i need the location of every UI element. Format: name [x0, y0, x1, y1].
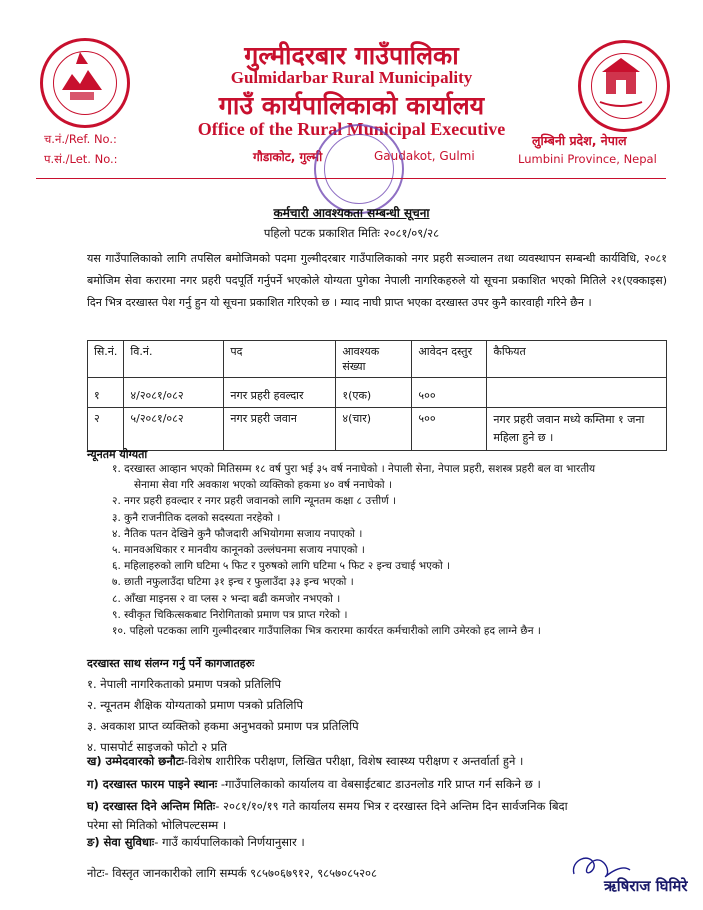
notice-title: कर्मचारी आवश्यकता सम्बन्धी सूचना: [273, 206, 430, 220]
documents-heading: दरखास्त साथ संलग्न गर्नु पर्ने कागजातहरुः: [87, 657, 255, 670]
col-remarks: कैफियत: [487, 341, 667, 378]
list-item: ३. अवकाश प्राप्त व्यक्तिको हकमा अनुभवको प्रमाण पत्र प्रतिलिपि: [87, 719, 359, 733]
list-item: १. नेपाली नागरिकताको प्रमाण पत्रको प्रतिलिपि: [87, 677, 282, 691]
ref-no-label: च.नं./Ref. No.:: [44, 132, 117, 146]
section-nga: [87, 835, 305, 850]
let-no-label: प.सं./Let. No.:: [44, 152, 118, 166]
cell: २: [88, 408, 124, 451]
list-item: ६. महिलाहरुको लागि घटिमा ५ फिट र पुरुषको लागि घटिमा ५ फिट २ इन्च उचाई भएको ।: [112, 560, 451, 573]
signature-name: ऋषिराज घिमिरे: [604, 877, 688, 895]
table-header-row: [88, 341, 667, 378]
notice-subtitle: पहिलो पटक प्रकाशित मितिः २०८१/०९/२८: [263, 226, 440, 240]
section-nga-label: ङ) सेवा सुविधाः: [87, 835, 155, 849]
list-item: ८. आँखा माइनस २ वा प्लस २ भन्दा बढी कमजोर नभएको ।: [112, 592, 341, 605]
qualification-heading: न्यूनतम योग्यता: [87, 448, 148, 461]
list-item: ४. पासपोर्ट साइजको फोटो २ प्रति: [87, 740, 227, 754]
list-item: २. नगर प्रहरी हवल्दार र नगर प्रहरी जवानको लागि न्यूनतम कक्षा ८ उत्तीर्ण ।: [112, 495, 396, 508]
documents-list: [87, 674, 359, 758]
section-nga-text: - गाउँ कार्यपालिकाको निर्णयानुसार ।: [154, 835, 305, 849]
list-item: ९. स्वीकृत चिकित्सकबाट निरोगिताको प्रमाण पत्र प्राप्त गरेको ।: [112, 608, 348, 621]
header-divider: [36, 178, 666, 179]
col-adv-no: वि.नं.: [124, 341, 224, 378]
section-ga: [87, 777, 541, 792]
cell: ५००: [412, 408, 487, 451]
section-gha: [87, 799, 568, 814]
section-kha-text: -विशेष शारीरिक परीक्षण, लिखित परीक्षा, विशेष स्वास्थ्य परीक्षण र अन्तर्वार्ता हुने ।: [183, 754, 524, 768]
section-gha-text: - २०८१/१०/१९ गते कार्यालय समय भित्र र दरखास्त दिने अन्तिम दिन सार्वजनिक बिदा: [215, 799, 568, 813]
province-np: लुम्बिनी प्रदेश, नेपाल: [532, 133, 627, 148]
cell: ५००: [412, 378, 487, 408]
cell: ४/२०८१/०८२: [124, 378, 224, 408]
municipality-name-np: गुल्मीदरबार गाउँपालिका: [244, 41, 459, 70]
province-en: Lumbini Province, Nepal: [518, 152, 657, 166]
section-gha-label: घ) दरखास्त दिने अन्तिम मितिः: [87, 799, 216, 813]
list-item: ७. छाती नफुलाउँदा घटिमा ३१ इन्च र फुलाउँदा ३३ इन्च भएको ।: [112, 576, 354, 589]
cell: नगर प्रहरी हवल्दार: [224, 378, 336, 408]
table-row: [88, 408, 667, 451]
cell: नगर प्रहरी जवान: [224, 408, 336, 451]
col-fee: आवेदन दस्तुर: [412, 341, 487, 378]
section-gha-continued: परेमा सो मितिको भोलिपल्टसम्म ।: [87, 818, 227, 832]
list-item: सेनामा सेवा गरि अवकाश भएको व्यक्तिको हकमा ४० वर्ष ननाघेको ।: [134, 479, 392, 492]
cell: ५/२०८१/०८२: [124, 408, 224, 451]
section-kha-label: ख) उम्मेदवारको छनौटः: [87, 754, 184, 768]
section-ga-text: -गाउँपालिकाको कार्यालय वा वेबसाईटबाट डाउनलोड गरि प्राप्त गर्न सकिने छ ।: [217, 777, 541, 791]
list-item: १. दरखास्त आव्हान भएको मितिसम्म १८ वर्ष पुरा भई ३५ वर्ष ननाघेको । नेपाली सेना, नेपाल प्रहरी, सशस्त्र प्रहरी बल वा भारतीय: [112, 463, 596, 475]
table-row: [88, 378, 667, 408]
list-item: ४. नैतिक पतन देखिने कुनै फौजदारी अभियोगमा सजाय नपाएको ।: [112, 527, 363, 540]
contact-note: नोटः- विस्तृत जानकारीको लागि सम्पर्क ९८५७०६७९१२, ९८५७०८५२०८: [87, 866, 378, 880]
notice-paragraph: यस गाउँपालिकाको लागि तपसिल बमोजिमको पदमा गुल्मीदरबार गाउँपालिकाको नगर प्रहरी सञ्चालन तथा व्यवस्थापन सम्बन्धी कार्यविधि, २०८१ बमोजिम सेवा करारमा नगर प्रहरी पदपूर्ति गर्नुपर्ने भएकोले योग्यता पुगेका नेपाली नागरिकहरुले यो सूचना प्रकाशित भएको मितिले २१(एक्काइस) दिन भित्र दरखास्त पेश गर्नु हुन यो सूचना प्रकाशित गरिएको छ । म्याद नाघी प्राप्त भएका दरखास्त उपर कुनै कारवाही गरिने छैन ।: [87, 252, 667, 309]
cell: ४(चार): [336, 408, 412, 451]
list-item: २. न्यूनतम शैक्षिक योग्यताको प्रमाण पत्रको प्रतिलिपि: [87, 698, 303, 712]
address-en: Gaudakot, Gulmi: [374, 149, 475, 163]
list-item: ५. मानवअधिकार र मानवीय कानूनको उल्लंघनमा सजाय नपाएको ।: [112, 544, 365, 557]
qualification-list: [112, 461, 595, 639]
col-sn: सि.नं.: [88, 341, 124, 378]
office-name-en: Office of the Rural Municipal Executive: [197, 119, 506, 139]
municipality-name-en: Gulmidarbar Rural Municipality: [230, 68, 473, 87]
section-kha: [87, 754, 523, 769]
section-ga-label: ग) दरखास्त फारम पाइने स्थानः: [87, 777, 218, 791]
cell: १: [88, 378, 124, 408]
list-item: ३. कुनै राजनीतिक दलको सदस्यता नरहेको ।: [112, 511, 281, 524]
cell: [487, 378, 667, 408]
list-item: १०. पहिलो पटकका लागि गुल्मीदरबार गाउँपालिका भित्र करारमा कार्यरत कर्मचारीको लागि उमेरको हद लाग्ने छैन ।: [112, 625, 541, 638]
address-np: गौडाकोट, गुल्मी: [253, 150, 323, 164]
col-required-number: आवश्यक संख्या: [336, 341, 412, 378]
cell: नगर प्रहरी जवान मध्ये कम्तिमा १ जना महिला हुने छ ।: [487, 408, 667, 451]
office-name-np: गाउँ कार्यपालिकाको कार्यालय: [218, 91, 485, 120]
posts-table: [87, 340, 667, 451]
office-stamp: [314, 124, 404, 214]
cell: १(एक): [336, 378, 412, 408]
col-post: पद: [224, 341, 336, 378]
